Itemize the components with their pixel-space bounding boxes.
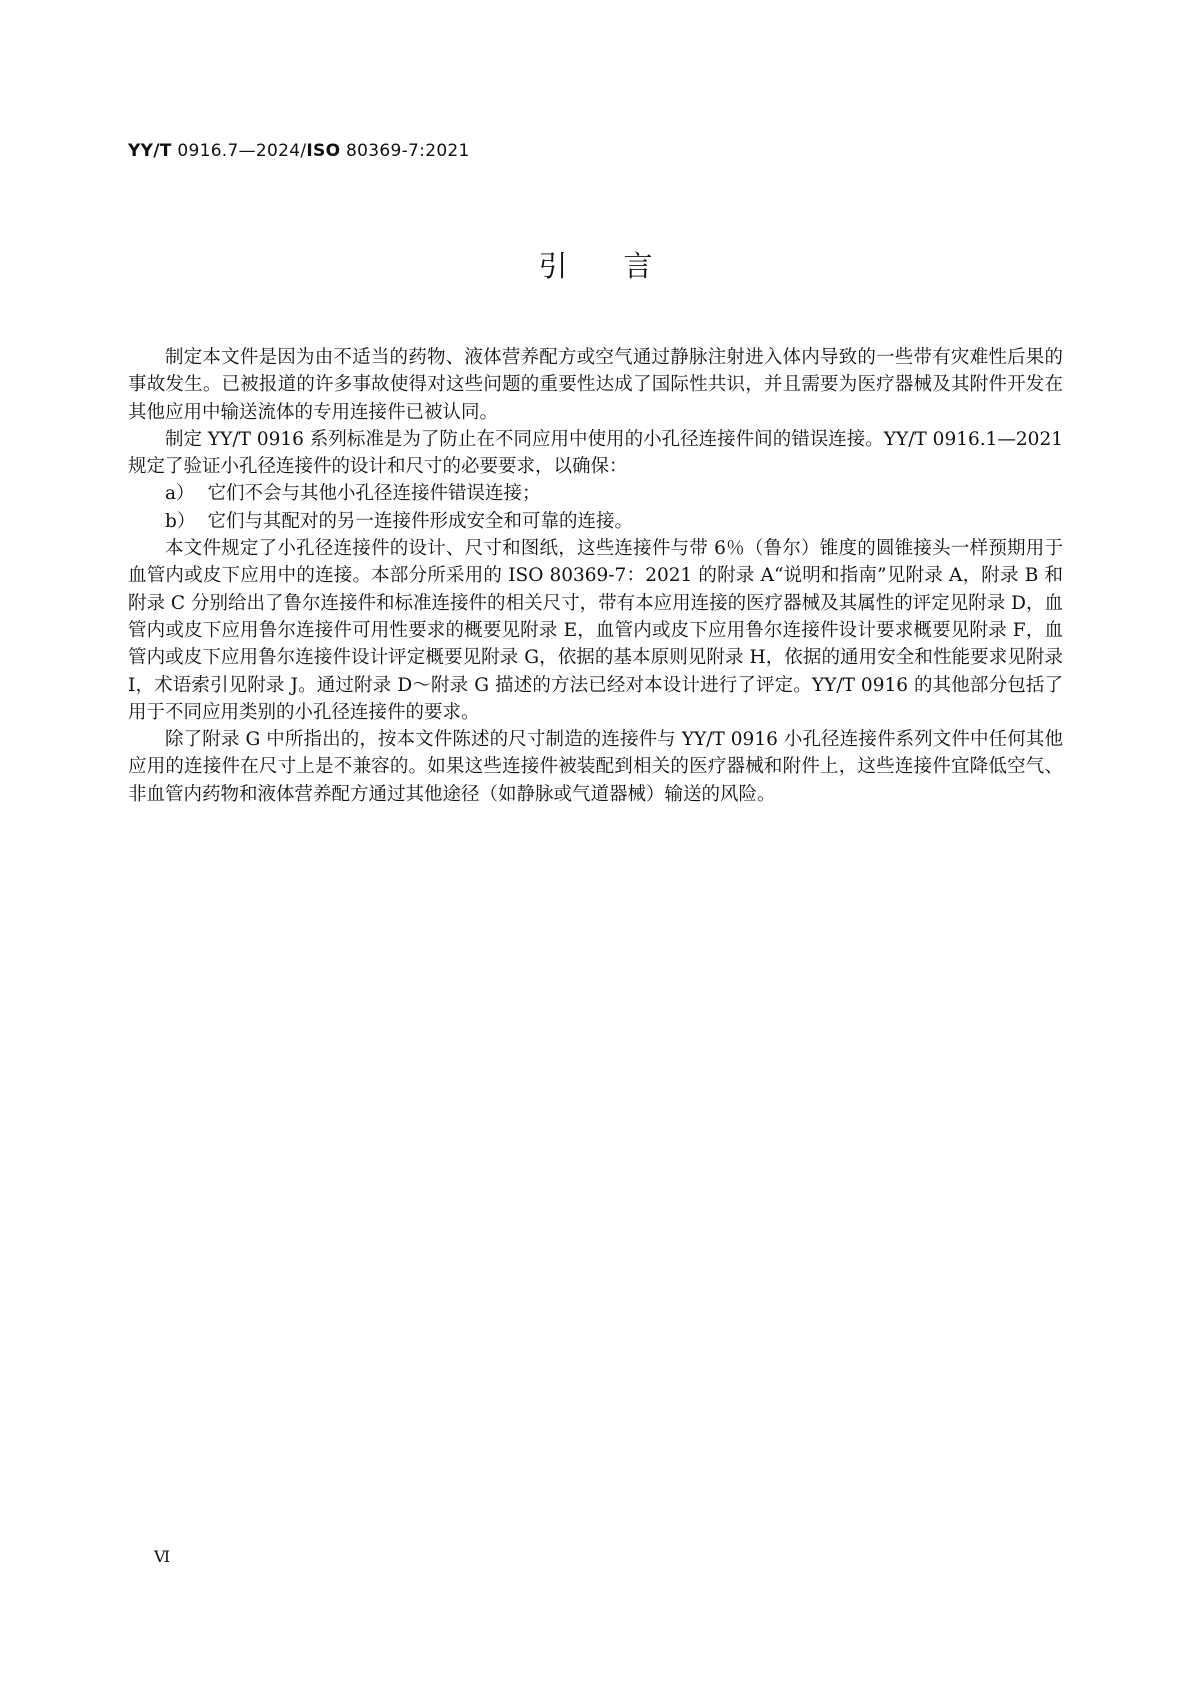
list-item — [128, 508, 1063, 535]
list-item-text: 它们与其配对的另一连接件形成安全和可靠的连接。 — [207, 510, 634, 532]
document-code-iso-number: 80369-7:2021 — [340, 141, 470, 161]
document-code — [128, 141, 470, 161]
document-code-prefix: YY/T — [128, 141, 172, 161]
list-item — [128, 480, 1063, 507]
list-marker: a） — [165, 483, 195, 505]
list-marker: b） — [165, 510, 196, 532]
paragraph: 制定 YY/T 0916 系列标准是为了防止在不同应用中使用的小孔径连接件间的错误连接。YY/T 0916.1—2021 规定了验证小孔径连接件的设计和尺寸的必要要求，以确保： — [128, 428, 1063, 478]
list-item-text: 它们不会与其他小孔径连接件错误连接； — [207, 483, 541, 505]
page-title: 引言 — [538, 249, 709, 283]
paragraph: 本文件规定了小孔径连接件的设计、尺寸和图纸，这些连接件与带 6％（鲁尔）锥度的圆锥接头一样预期用于血管内或皮下应用中的连接。本部分所采用的 ISO 80369-7：2021 的附录 A“说明和指南”见附录 A，附录 B 和附录 C 分别给出了鲁尔连接件和标准连接件的相关尺寸，带有本应用连接的医疗器械及其属性的评定见附录 D，血管内或皮下应用鲁尔连接件可用性要求的概要见附录 E，血管内或皮下应用鲁尔连接件设计要求概要见附录 F，血管内或皮下应用鲁尔连接件设计评定概要见附录 G，依据的基本原则见附录 H，依据的通用安全和性能要求见附录 I，术语索引见附录 J。通过附录 D～附录 G 描述的方法已经对本设计进行了评定。YY/T 0916 的其他部分包括了用于不同应用类别的小孔径连接件的要求。 — [128, 538, 1063, 723]
document-code-iso: ISO — [306, 141, 341, 161]
page-number: Ⅵ — [154, 1547, 171, 1566]
paragraph: 除了附录 G 中所指出的，按本文件陈述的尺寸制造的连接件与 YY/T 0916 小孔径连接件系列文件中任何其他应用的连接件在尺寸上是不兼容的。如果这些连接件被装配到相关的医疗器械和附件上，这些连接件宜降低空气、非血管内药物和液体营养配方通过其他途径（如静脉或气道器械）输送的风险。 — [128, 729, 1063, 805]
paragraph: 制定本文件是因为由不适当的药物、液体营养配方或空气通过静脉注射进入体内导致的一些带有灾难性后果的事故发生。已被报道的许多事故使得对这些问题的重要性达成了国际性共识，并且需要为医疗器械及其附件开发在其他应用中输送流体的专用连接件已被认同。 — [128, 347, 1063, 423]
document-body — [128, 344, 1063, 808]
document-code-number: 0916.7—2024/ — [171, 141, 307, 161]
